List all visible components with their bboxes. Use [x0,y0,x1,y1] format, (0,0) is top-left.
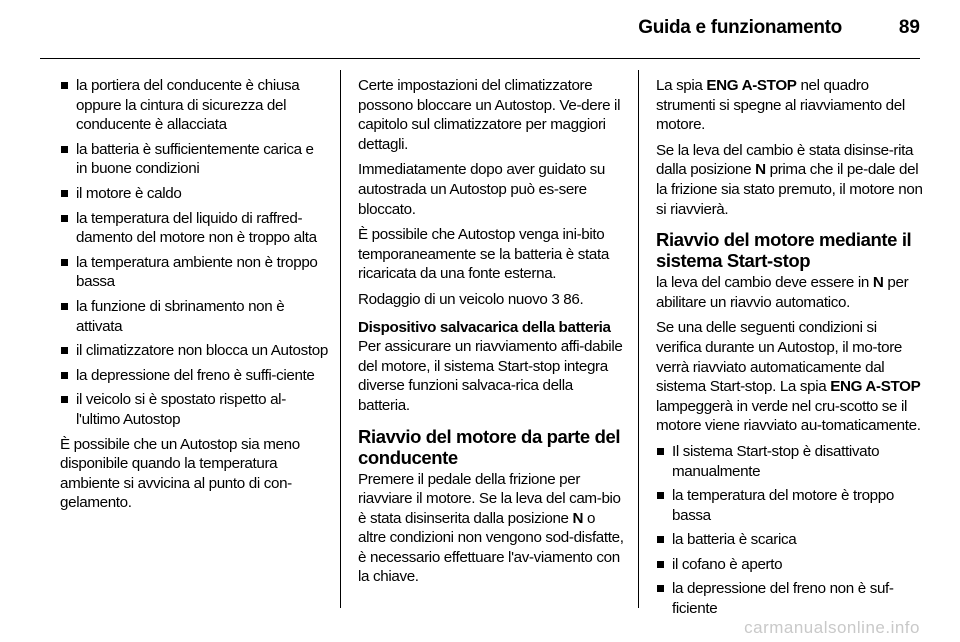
body-paragraph: Immediatamente dopo aver guidato su autostrada un Autostop può es-sere bloccato. [358,161,605,218]
column-divider [340,70,341,608]
paragraph-text: Rodaggio di un veicolo nuovo [358,290,552,308]
list-item: la depressione del freno è suffi-ciente [60,366,328,386]
list-item: il climatizzatore non blocca un Autostop [60,341,328,361]
page-reference[interactable]: 3 86. [551,290,584,308]
list-item: il cofano è aperto [656,555,924,575]
bold-term: ENG A-STOP [706,77,797,94]
conditions-list [60,76,328,430]
body-paragraph [656,273,924,312]
column-divider [638,70,639,608]
bold-term: N [572,509,584,527]
bold-term: ENG A-STOP [830,378,921,396]
list-item: il motore è caldo [60,184,328,204]
paragraph-text: Premere il pedale della frizione per riavviare il motore. Se la leva del cam-bio è stata disinserita dalla posizione [358,470,621,527]
column-3 [656,76,924,624]
list-item: la portiera del conducente è chiusa oppure la cintura di sicurezza del conducente è allacciata [60,76,328,135]
watermark: carmanualsonline.info [744,618,920,637]
list-item: la batteria è sufficientemente carica e in buone condizioni [60,140,328,179]
page-number: 89 [898,17,920,38]
list-item: Il sistema Start-stop è disattivato manualmente [656,442,924,481]
subheading: Dispositivo salvacarica della batteria [358,318,611,336]
body-paragraph: È possibile che un Autostop sia meno disponibile quando la temperatura ambiente si avvicina al punto di con-gelamento. [60,435,300,512]
section-heading: Riavvio del motore mediante il sistema Start-stop [656,229,912,272]
paragraph-text: la leva del cambio deve essere in [656,274,873,292]
list-item: la temperatura ambiente non è troppo bassa [60,253,328,292]
paragraph-text: o altre condizioni non vengono sod-disfatte, è necessario effettuare l'av-viamento con la chiave. [358,509,624,586]
list-item: il veicolo si è spostato rispetto al-l'ultimo Autostop [60,390,328,429]
body-paragraph [656,76,924,135]
restart-conditions-list [656,442,924,619]
body-paragraph [656,318,924,436]
paragraph-text: per abilitare un riavvio automatico. [656,274,909,311]
page-title: Guida e funzionamento [638,17,842,38]
paragraph-text: lampeggerà in verde nel cru-scotto se il motore viene riavviato au-tomaticamente. [656,397,921,435]
body-paragraph [358,290,626,310]
list-item: la temperatura del liquido di raffred-damento del motore non è troppo alta [60,209,328,248]
body-paragraph [358,470,626,588]
list-item: la batteria è scarica [656,530,924,550]
paragraph-text: Se la leva del cambio è stata disinse-rita dalla posizione [656,141,914,179]
list-item: la temperatura del motore è troppo bassa [656,486,924,525]
paragraph-text: prima che il pe-dale del la frizione sia stato premuto, il motore non si riavvierà. [656,161,923,218]
bold-term: N [872,274,884,292]
list-item: la funzione di sbrinamento non è attivata [60,297,328,336]
section-heading: Riavvio del motore da parte del conducente [358,425,621,468]
bold-term: N [755,161,766,179]
column-1 [60,76,328,519]
body-paragraph: Per assicurare un riavviamento affi-dabile del motore, il sistema Start-stop integra diverse funzioni salvaca-rica della batteria. [358,338,623,414]
paragraph-text: Se una delle seguenti condizioni si verifica durante un Autostop, il mo-tore verrà riavviato automaticamente dal sistema Start-stop. La spia [656,319,903,396]
body-paragraph: È possibile che Autostop venga ini-bito temporaneamente se la batteria è stata ricaricata da una fonte esterna. [358,226,609,283]
paragraph-text: La spia [656,77,707,94]
body-paragraph [656,141,924,219]
list-item: la depressione del freno non è suf-ficiente [656,579,924,618]
column-2 [358,76,626,593]
header-divider [40,58,920,59]
body-paragraph: Certe impostazioni del climatizzatore possono bloccare un Autostop. Ve-dere il capitolo sul climatizzatore per maggiori dettagli. [358,77,621,153]
paragraph-text: nel quadro strumenti si spegne al riavviamento del motore. [656,77,905,134]
page-header [0,0,960,62]
